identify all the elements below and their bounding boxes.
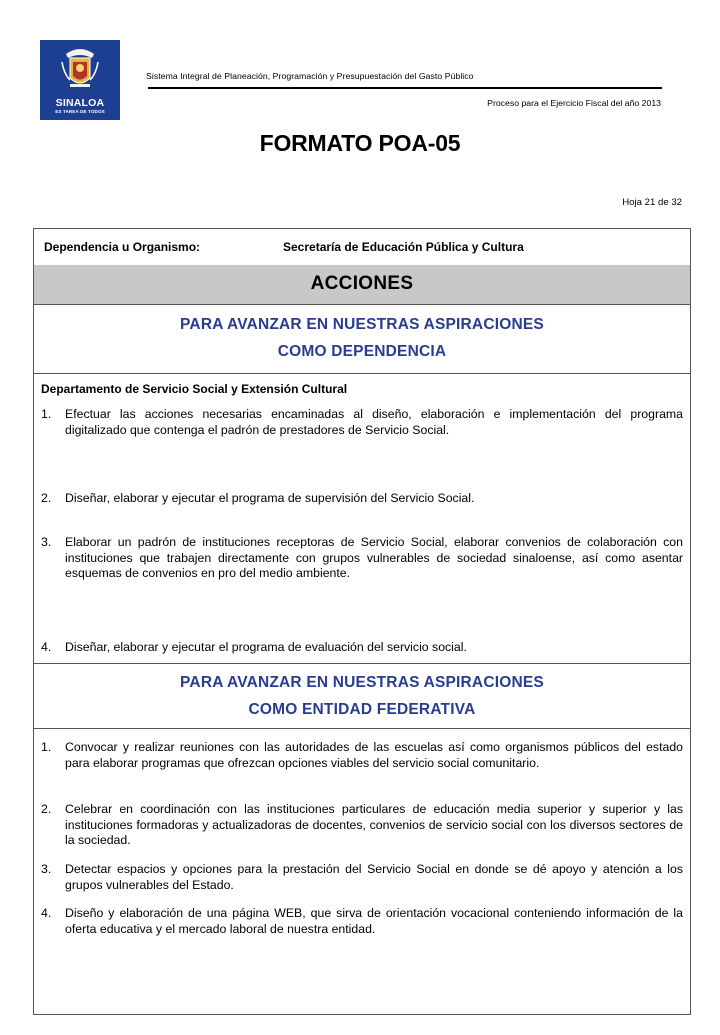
dependency-label: Dependencia u Organismo:	[44, 240, 201, 254]
aspiration-dependency-header	[34, 304, 690, 374]
item-number: 3.	[41, 862, 52, 876]
list-item	[41, 740, 683, 771]
item-number: 1.	[41, 407, 52, 421]
section-header	[34, 265, 690, 305]
logo-brand-text: SINALOA	[55, 97, 105, 109]
list-item	[41, 535, 683, 582]
aspiration-dependency-line1: PARA AVANZAR EN NUESTRAS ASPIRACIONES	[180, 316, 544, 333]
item-text: Efectuar las acciones necesarias encaminadas al diseño, elaboración e implementación del programa digitalizado que contenga el padrón de prestadores de Servicio Social.	[65, 407, 683, 437]
item-text: Celebrar en coordinación con las instituciones particulares de educación media superior y superior y las instituciones formadoras y actualizadoras de docentes, convenios de servicio social con los diversos sectores de la sociedad.	[65, 802, 683, 847]
dependency-row	[34, 229, 690, 266]
item-text: Convocar y realizar reuniones con las autoridades de las escuelas así como organismos públicos del estado para elaborar programas que ofrezcan opciones viables del servicio social comunitario.	[65, 740, 683, 770]
header-divider	[148, 87, 662, 89]
list-item	[41, 640, 683, 656]
item-text: Elaborar un padrón de instituciones receptoras de Servicio Social, elaborar convenios de colaboración con instituciones que trabajen directamente con grupos vulnerables de sociedad sinaloense, así como asentar esquemas de convenios en pro del medio ambiente.	[65, 535, 683, 580]
dependency-value: Secretaría de Educación Pública y Cultura	[283, 240, 524, 254]
list-item	[41, 802, 683, 849]
item-number: 3.	[41, 535, 52, 549]
actions-form-box	[33, 228, 691, 1015]
item-text: Diseño y elaboración de una página WEB, que sirva de orientación vocacional conteniendo información de la oferta educativa y el mercado laboral de nuestra entidad.	[65, 906, 683, 936]
item-number: 4.	[41, 906, 52, 920]
item-text: Diseñar, elaborar y ejecutar el programa de evaluación del servicio social.	[65, 640, 467, 654]
item-number: 4.	[41, 640, 52, 654]
list-item	[41, 407, 683, 438]
aspiration-entity-header	[34, 663, 690, 729]
item-number: 1.	[41, 740, 52, 754]
form-title: FORMATO POA-05	[259, 130, 461, 156]
section-title: ACCIONES	[310, 273, 414, 294]
item-number: 2.	[41, 802, 52, 816]
aspiration-entity-line1: PARA AVANZAR EN NUESTRAS ASPIRACIONES	[180, 674, 544, 691]
process-text: Proceso para el Ejercicio Fiscal del año 2013	[487, 98, 661, 108]
logo-tagline: ES TAREA DE TODOS	[55, 109, 105, 114]
aspiration-dependency-line2: COMO DEPENDENCIA	[277, 343, 447, 360]
list-item	[41, 491, 683, 507]
item-text: Detectar espacios y opciones para la prestación del Servicio Social en donde se dé apoyo y atención a los grupos vulnerables del Estado.	[65, 862, 683, 892]
system-title: Sistema Integral de Planeación, Programación y Presupuestación del Gasto Público	[146, 71, 474, 81]
item-number: 2.	[41, 491, 52, 505]
aspiration-entity-line2: COMO ENTIDAD FEDERATIVA	[248, 701, 476, 718]
department-title: Departamento de Servicio Social y Extensión Cultural	[41, 382, 348, 396]
page-info: Hoja 21 de 32	[622, 197, 682, 208]
sinaloa-logo	[40, 40, 120, 120]
list-item	[41, 862, 683, 893]
coat-of-arms-icon	[40, 40, 120, 96]
list-item	[41, 906, 683, 937]
item-text: Diseñar, elaborar y ejecutar el programa de supervisión del Servicio Social.	[65, 491, 475, 505]
